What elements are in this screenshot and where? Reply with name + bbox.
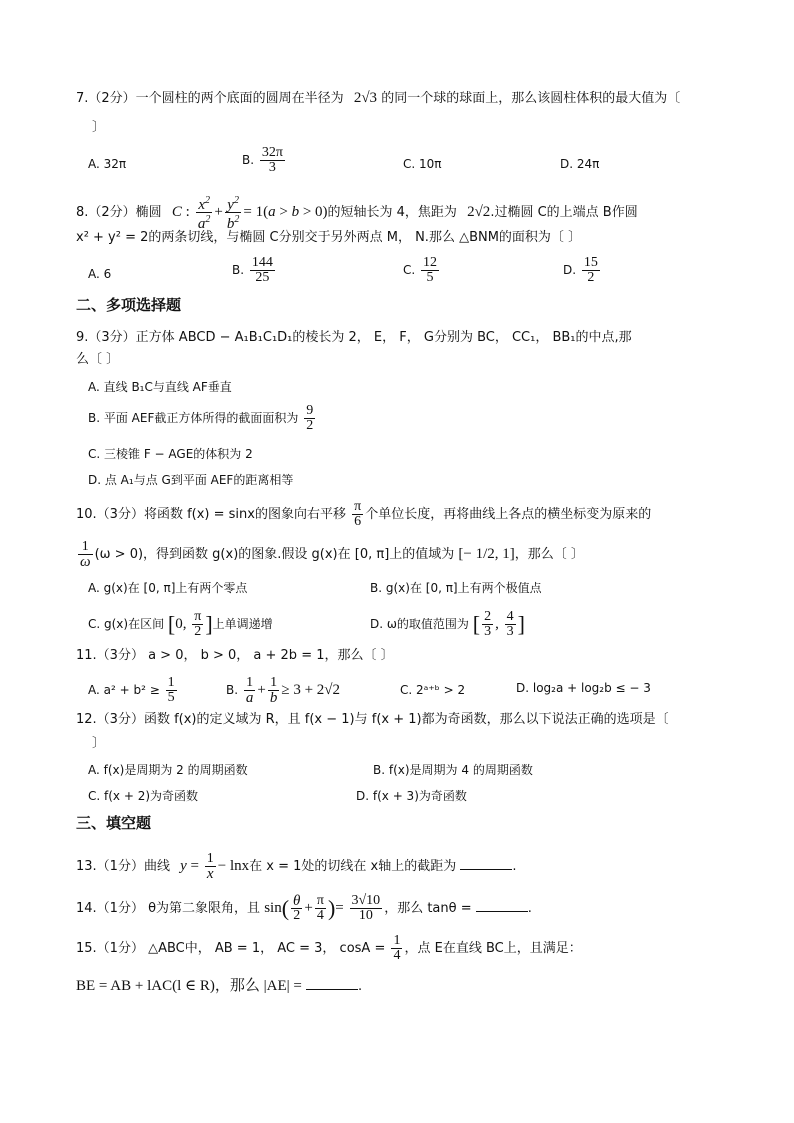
q10-stem-2: $\frac{1}{\omega}$ (ω > 0)，得到函数 g(x)的图象.假设 g(x)在 [0, π]上的值域为 [− 1/2, 1]，那么〔 〕 (80, 539, 584, 570)
q12-option-c[interactable]: C. f(x + 2)为奇函数 (88, 789, 199, 803)
q12-stem: 12.（3分）函数 f(x)的定义域为 R，且 f(x − 1)与 f(x + 1)都为奇函数，那么以下说法正确的选项是〔 (76, 712, 669, 727)
section-multi-choice-heading: 二、多项选择题 (76, 296, 182, 314)
q11-option-a[interactable]: A. a² + b² ≥ $\frac{1}{5}$ (88, 675, 175, 705)
q8-option-c[interactable]: C. $\frac{12}{5}$ (403, 255, 438, 285)
q12-option-a[interactable]: A. f(x)是周期为 2 的周期函数 (88, 763, 248, 777)
q10-option-c[interactable]: C. g(x)在区间 [0, $\frac{\pi}{2}$ ]上单调递增 (88, 609, 273, 639)
q9-stem-2: 么〔 〕 (76, 352, 120, 367)
q15-answer-blank[interactable] (306, 977, 358, 990)
q7-option-a[interactable]: A. 32π (88, 157, 127, 171)
q8-option-a[interactable]: A. 6 (88, 267, 112, 281)
q10-option-a[interactable]: A. g(x)在 [0, π]上有两个零点 (88, 581, 248, 595)
q14-stem: 14.（1分） θ为第二象限角，且 sin( $\frac{\theta}{2}$ + $\frac{\pi}{4}$ )= $\frac{3√10}{10}$ ，那么 tanθ = . (76, 893, 532, 923)
q8-option-b[interactable]: B. $\frac{144}{25}$ (232, 255, 273, 285)
q8-stem: 8.（2分）椭圆 C : $\frac{x^2}{a^2}$ + $\frac{y^2}{b^2}$ = 1(a > b > 0)的短轴长为 4，焦距为 2√2.过椭圆 C的上端点 B作圆 (76, 195, 638, 232)
q9-stem: 9.（3分）正方体 ABCD − A₁B₁C₁D₁的棱长为 2， E， F， G分别为 BC， CC₁， BB₁的中点,那 (76, 330, 632, 345)
q7-option-c[interactable]: C. 10π (403, 157, 442, 171)
q9-option-b[interactable]: B. 平面 AEF截正方体所得的截面面积为 $\frac{9}{2}$ (88, 403, 314, 433)
q7-stem-end: 〕 (92, 120, 106, 135)
q12-option-d[interactable]: D. f(x + 3)为奇函数 (356, 789, 467, 803)
q14-answer-blank[interactable] (476, 899, 528, 912)
q9-option-c[interactable]: C. 三棱锥 F − AGE的体积为 2 (88, 447, 253, 461)
q10-option-b[interactable]: B. g(x)在 [0, π]上有两个极值点 (370, 581, 542, 595)
q11-option-c[interactable]: C. 2ᵃ⁺ᵇ > 2 (400, 683, 466, 697)
q8-option-d[interactable]: D. $\frac{15}{2}$ (563, 255, 598, 285)
q12-stem-2: 〕 (92, 736, 106, 751)
q11-option-d[interactable]: D. log₂a + log₂b ≤ − 3 (516, 681, 651, 695)
q15-stem: 15.（1分） △ABC中， AB = 1， AC = 3， cosA = $\frac{1}{4}$ ，点 E在直线 BC上，且满足： (76, 933, 582, 963)
q10-option-d[interactable]: D. ω的取值范围为 [ $\frac{2}{3}$ , $\frac{4}{3}$ ] (370, 609, 525, 639)
q7-stem: 7.（2分）一个圆柱的两个底面的圆周在半径为 2√3 的同一个球的球面上，那么该圆柱体积的最大值为〔 (76, 90, 681, 106)
q8-stem-2: x² + y² = 2的两条切线，与椭圆 C分别交于另外两点 M， N.那么 △BNM的面积为〔 〕 (76, 230, 582, 245)
q9-option-d[interactable]: D. 点 A₁与点 G到平面 AEF的距离相等 (88, 473, 294, 487)
q7-option-d[interactable]: D. 24π (560, 157, 600, 171)
q10-stem: 10.（3分）将函数 f(x) = sinx的图象向右平移 $\frac{\pi}{6}$ 个单位长度，再将曲线上各点的横坐标变为原来的 (76, 499, 652, 529)
q11-option-b[interactable]: B. $\frac{1}{a}$ + $\frac{1}{b}$ ≥ 3 + 2√2 (226, 675, 341, 706)
q13-answer-blank[interactable] (460, 857, 512, 870)
q12-option-b[interactable]: B. f(x)是周期为 4 的周期函数 (373, 763, 533, 777)
q15-stem-2: BE = AB + lAC(l ∈ R)，那么 |AE| = . (76, 978, 363, 994)
q9-option-a[interactable]: A. 直线 B₁C与直线 AF垂直 (88, 380, 232, 394)
q13-stem: 13.（1分）曲线 y = $\frac{1}{x}$ − lnx在 x = 1处的切线在 x轴上的截距为 . (76, 851, 517, 882)
section-fill-blank-heading: 三、填空题 (76, 814, 152, 832)
q7-option-b[interactable]: B. $\frac{32\pi}{3}$ (242, 145, 283, 175)
q11-stem: 11.（3分） a > 0， b > 0， a + 2b = 1，那么〔 〕 (76, 648, 394, 663)
